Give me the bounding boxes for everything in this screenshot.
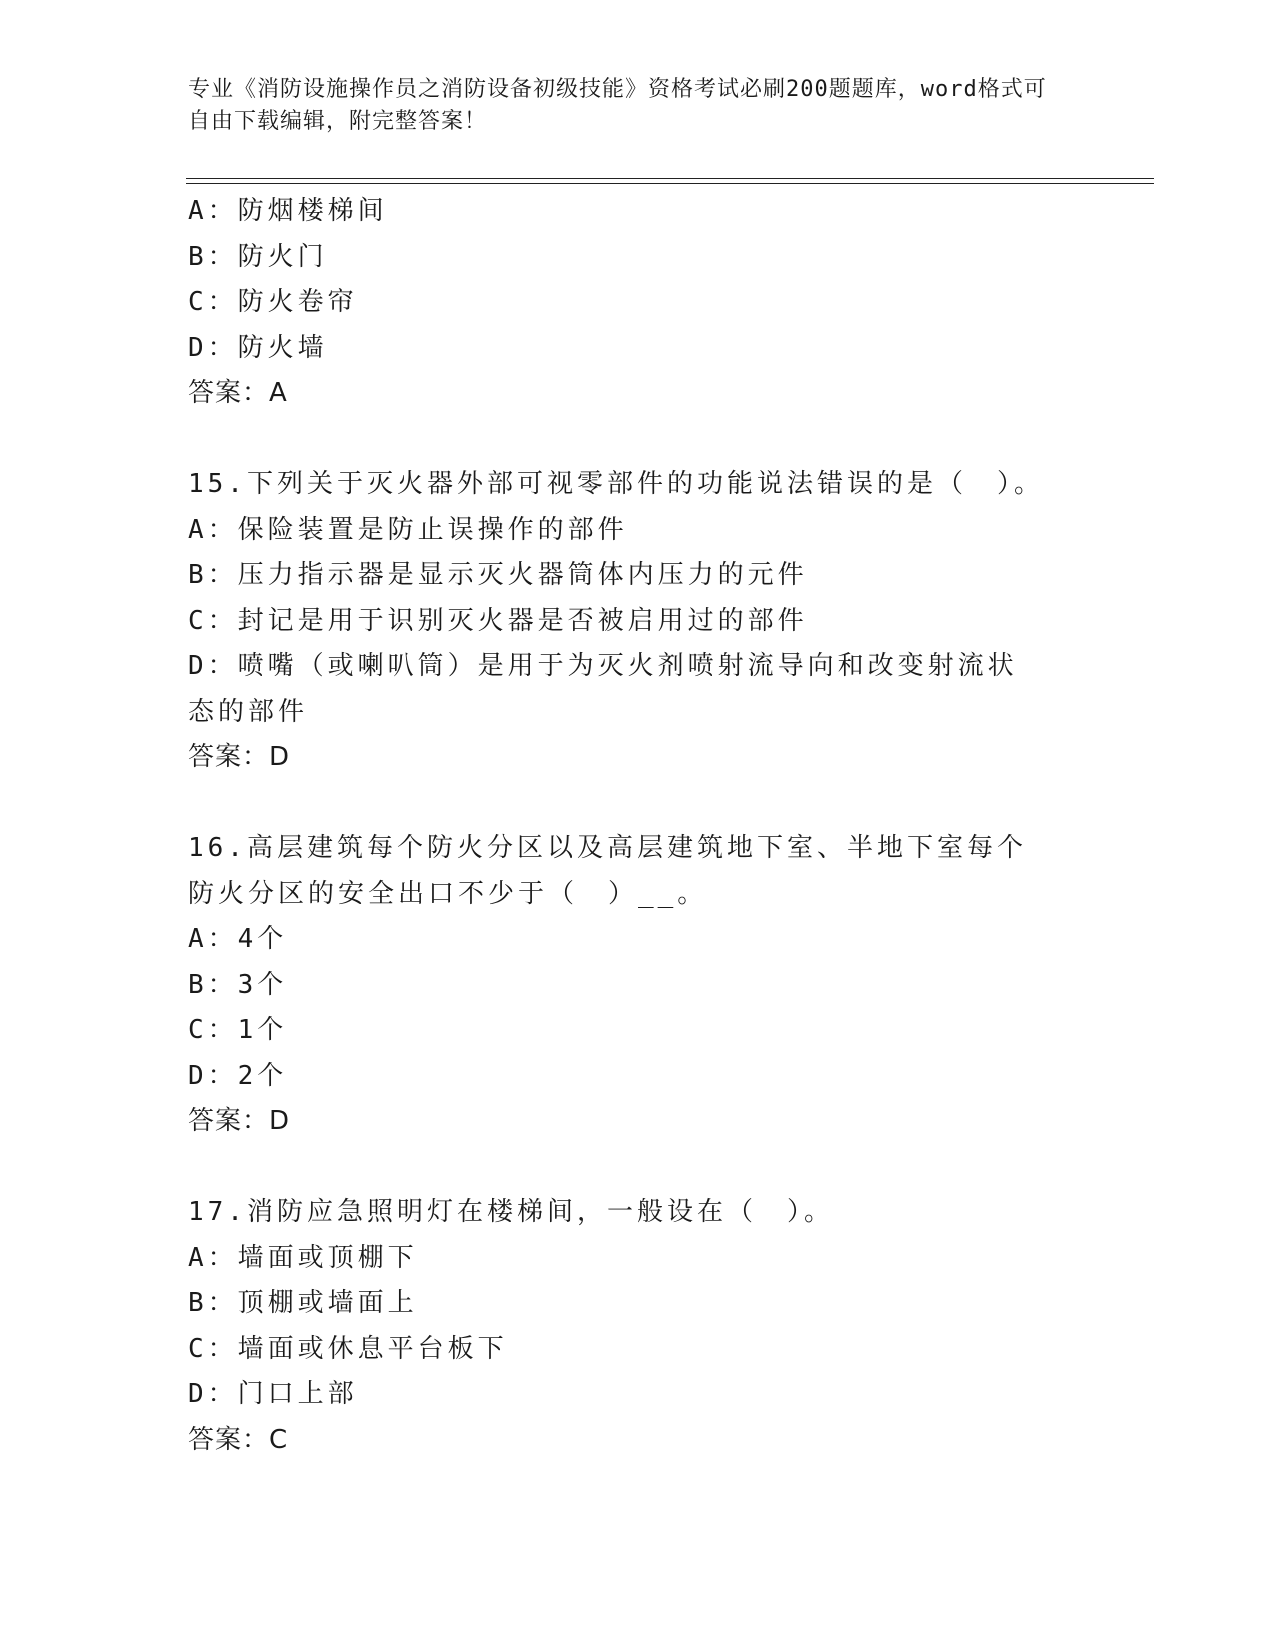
option-d: D：门口上部	[188, 1379, 358, 1409]
option-b: B：3个	[188, 969, 288, 1000]
question-stem: 16.高层建筑每个防火分区以及高层建筑地下室、半地下室每个防火分区的安全出口不少于（ ）__。	[188, 833, 1027, 909]
option-c: C：墙面或休息平台板下	[188, 1333, 508, 1364]
answer-line: 答案：C	[188, 1424, 289, 1455]
option-b: B：防火门	[188, 241, 328, 272]
option-b: B：顶棚或墙面上	[188, 1288, 418, 1318]
option-d: D：2个	[188, 1060, 288, 1091]
option-c: C：1个	[188, 1015, 288, 1045]
option-b: B：压力指示器是显示灭火器筒体内压力的元件	[188, 560, 808, 590]
spacer	[188, 1145, 1088, 1191]
answer-line: 答案：A	[188, 378, 288, 408]
header-divider-bottom	[186, 183, 1154, 184]
spacer	[188, 417, 1088, 463]
option-c: C：防火卷帘	[188, 287, 358, 317]
question-block	[188, 462, 1088, 781]
option-a: A：防烟楼梯间	[188, 196, 388, 226]
answer-line: 答案：D	[188, 742, 291, 772]
question-stem: 15.下列关于灭火器外部可视零部件的功能说法错误的是（ ）。	[188, 469, 1044, 499]
question-list	[188, 189, 1088, 1463]
question-block	[188, 1190, 1088, 1463]
header-text: 专业《消防设施操作员之消防设备初级技能》资格考试必刷200题题库，word格式可自由下载编辑，附完整答案！	[188, 77, 1047, 134]
spacer	[188, 781, 1088, 827]
document-header	[188, 74, 1068, 138]
question-block	[188, 189, 1088, 417]
option-d: D：防火墙	[188, 332, 328, 363]
option-a: A：4个	[188, 924, 288, 954]
option-a: A：保险装置是防止误操作的部件	[188, 514, 628, 545]
option-a: A：墙面或顶棚下	[188, 1242, 418, 1273]
question-block	[188, 826, 1088, 1145]
option-c: C：封记是用于识别灭火器是否被启用过的部件	[188, 605, 808, 636]
header-divider-top	[186, 178, 1154, 179]
question-stem: 17.消防应急照明灯在楼梯间，一般设在（ ）。	[188, 1197, 834, 1227]
option-d: D：喷嘴（或喇叭筒）是用于为灭火剂喷射流导向和改变射流状态的部件	[188, 651, 1018, 727]
answer-line: 答案：D	[188, 1106, 291, 1136]
